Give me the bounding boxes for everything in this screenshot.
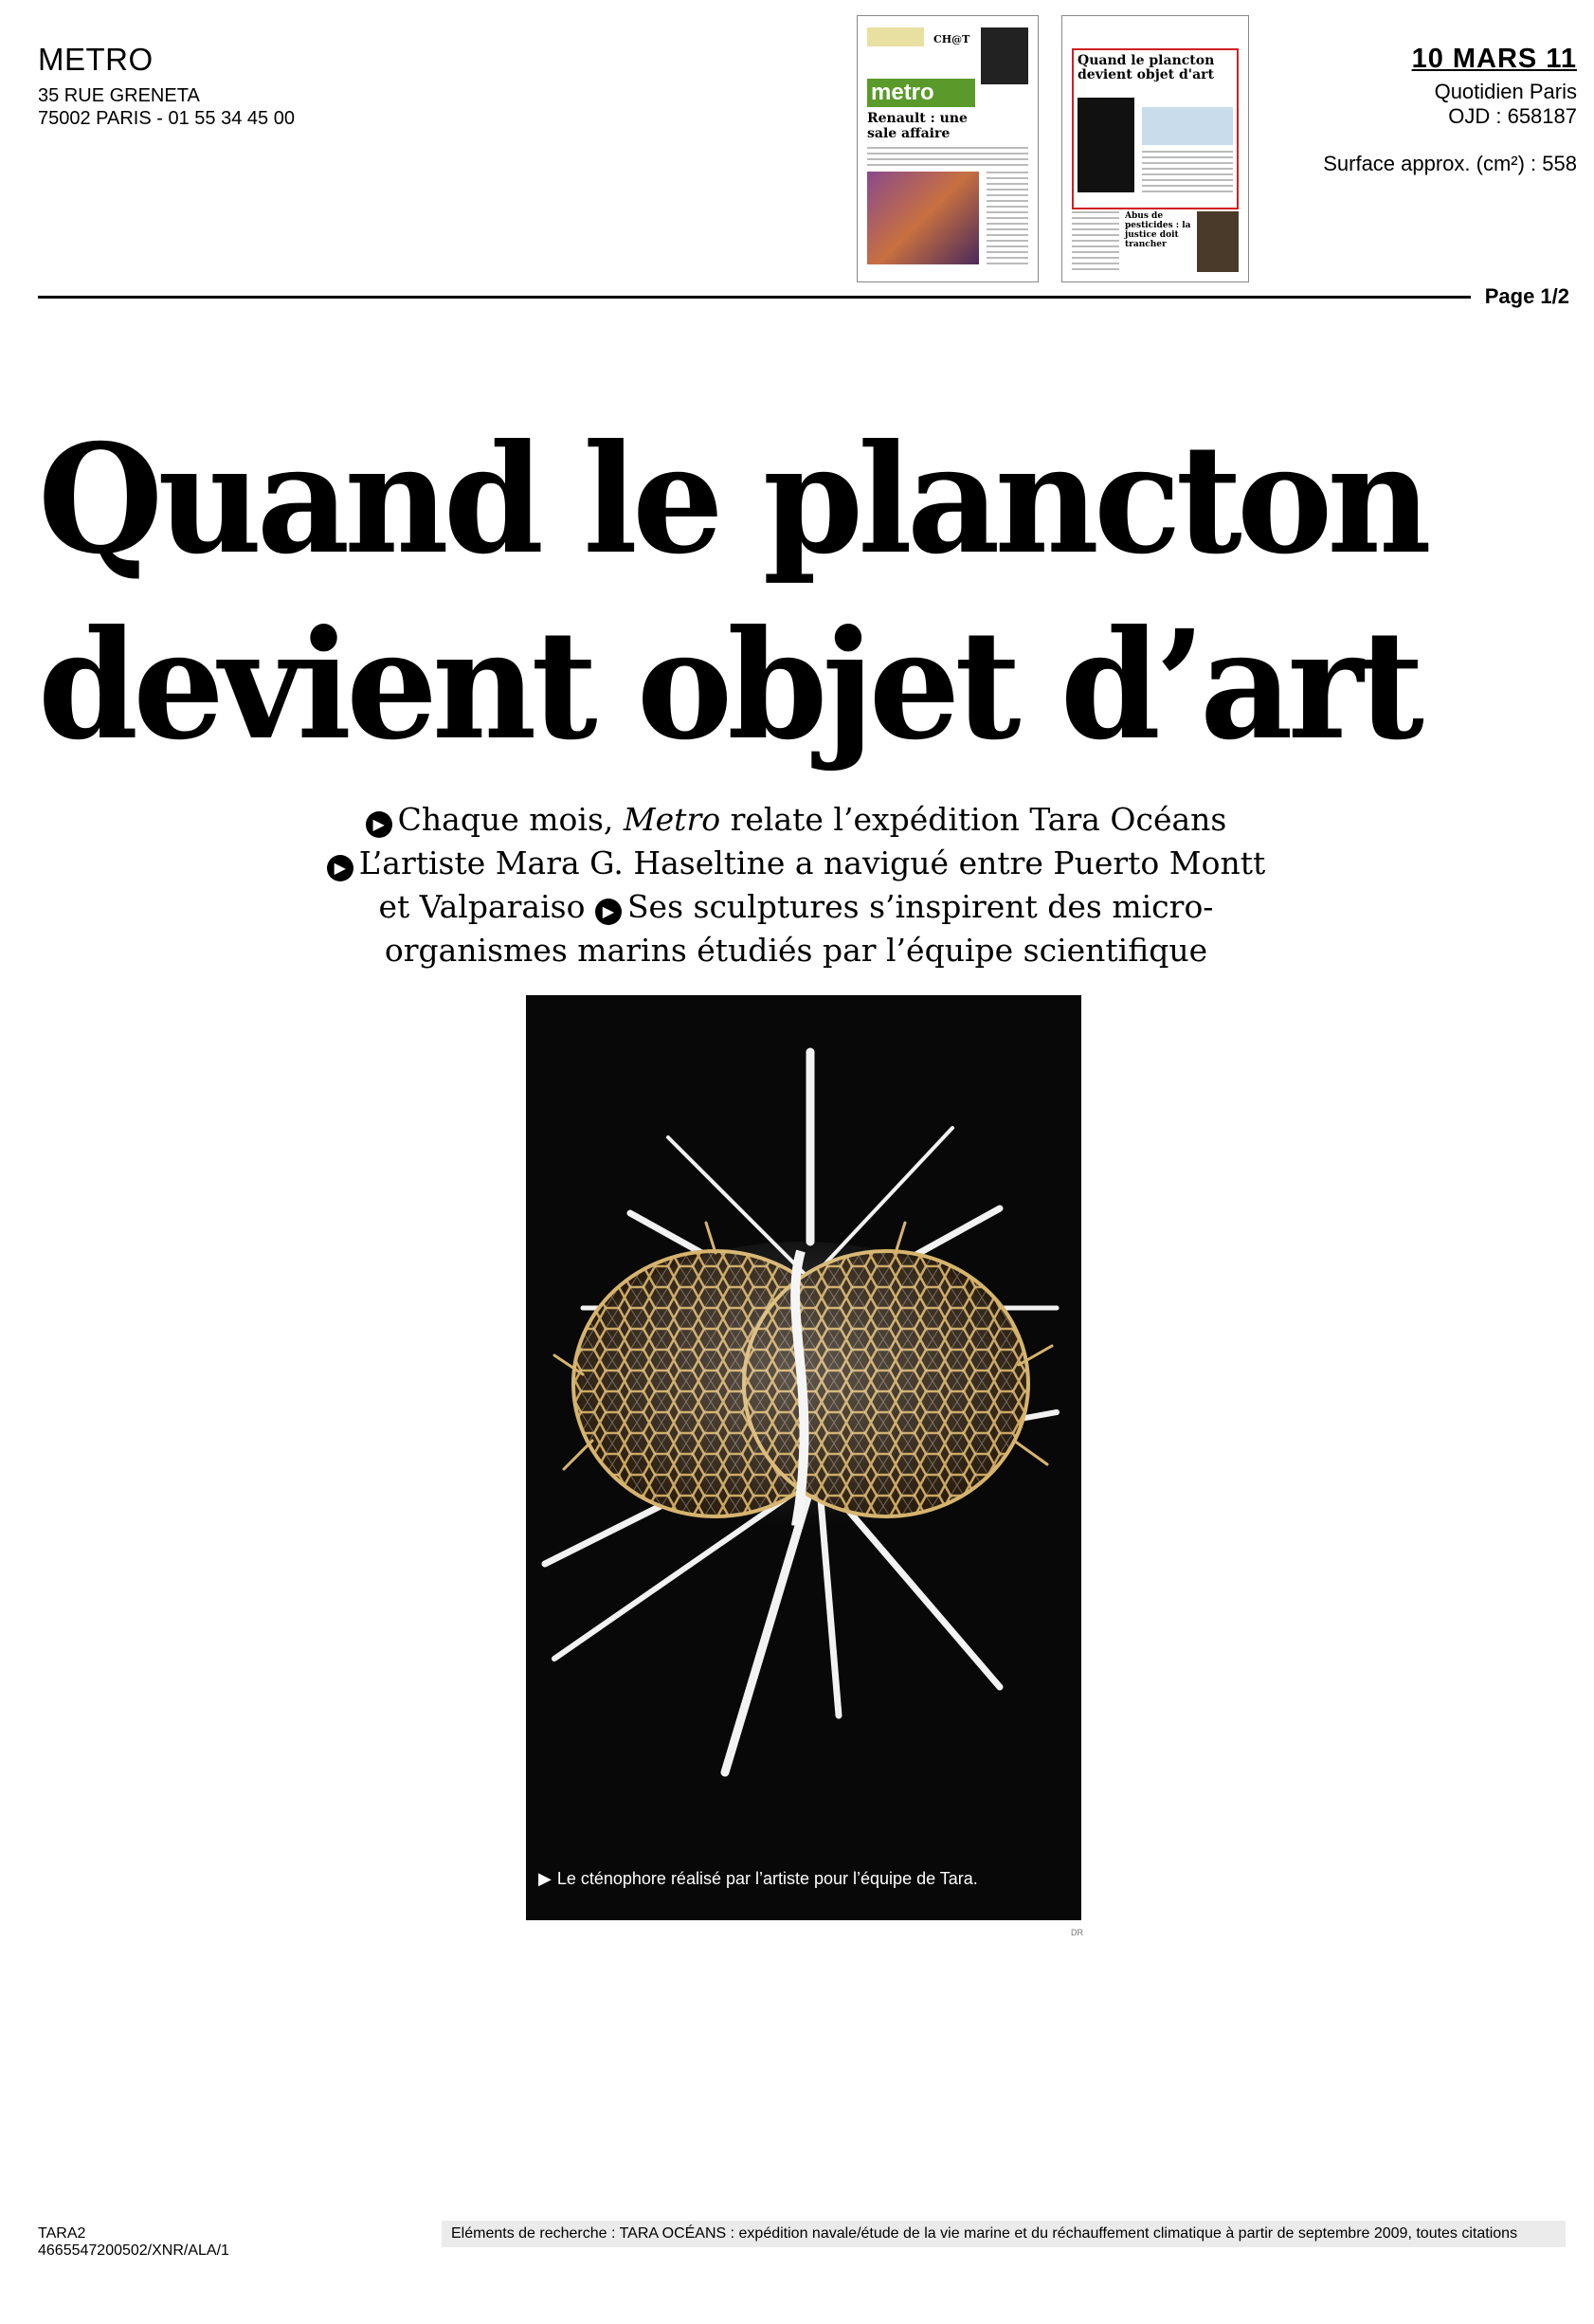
thumb-map-image: [1142, 107, 1233, 145]
article-deck: [322, 798, 1270, 972]
ctenophore-sculpture-illustration: [526, 995, 1081, 1920]
play-circle-icon: ▶: [366, 811, 392, 838]
thumb-article-text: [1142, 151, 1233, 192]
publication-name: METRO: [38, 42, 154, 77]
headline-line-1: Quand le plancton: [38, 412, 1426, 588]
thumb-cover-photo: [867, 172, 979, 264]
thumb-text-block: [867, 147, 1028, 168]
thumb-article-photo: [1078, 98, 1134, 192]
thumb-bottom-text: [1072, 211, 1119, 272]
photo-caption: [538, 1869, 978, 1889]
deck-item-1-metro: Metro: [623, 801, 721, 838]
page-number: Page 1/2: [1484, 284, 1569, 308]
thumb-sub-headline: Abus de pesticides : la justice doit trancher: [1125, 211, 1191, 249]
deck-item-1-post: relate l’expédition Tara Océans: [720, 801, 1227, 838]
surface-area: Surface approx. (cm²) : 558: [1323, 152, 1577, 175]
thumb-chat-label: CH@T: [933, 33, 970, 45]
thumb-side-column: [987, 172, 1028, 264]
reference-code: TARA2: [38, 2225, 86, 2242]
deck-item-2: L’artiste Mara G. Haseltine a navigué entre Puerto Montt et Valparaiso: [358, 844, 1266, 925]
front-page-thumbnail[interactable]: [857, 15, 1039, 282]
thumb-masthead: metro: [867, 79, 975, 107]
issue-date: 10 MARS 11: [1411, 44, 1577, 74]
reference-number: 4665547200502/XNR/ALA/1: [38, 2242, 229, 2259]
address-phone-line: 75002 PARIS - 01 55 34 45 00: [38, 108, 295, 129]
address-line: 35 RUE GRENETA: [38, 85, 200, 106]
headline-line-2: devient objet d’art: [38, 598, 1420, 773]
sculpture-photo: [526, 995, 1081, 1920]
deck-item-3: Ses sculptures s’inspirent des micro-organismes marins étudiés par l’équipe scientifique: [384, 888, 1214, 969]
thumb-portrait-image: [981, 27, 1028, 84]
article-headline: [38, 408, 1583, 779]
photo-caption-text: Le cténophore réalisé par l’artiste pour l’équipe de Tara.: [556, 1869, 978, 1888]
search-elements-note: Eléments de recherche : TARA OCÉANS : expédition navale/étude de la vie marine et du réchauffement climatique à partir de septembre 2009, toutes citations: [442, 2221, 1566, 2247]
play-circle-icon: ▶: [327, 855, 353, 881]
header-rule: [38, 296, 1471, 299]
deck-item-1-pre: Chaque mois,: [397, 801, 624, 838]
article-page-thumbnail[interactable]: [1061, 15, 1249, 282]
play-circle-icon: ▶: [595, 899, 622, 925]
thumb-bottom-photo: [1197, 211, 1239, 272]
photo-credit: DR: [1071, 1928, 1083, 1937]
thumb-front-headline: Renault : une sale affaire: [867, 111, 968, 141]
thumb-promo-block: [867, 27, 924, 46]
triangle-right-icon: ▶: [538, 1869, 552, 1888]
publication-frequency: Quotidien Paris: [1434, 80, 1577, 103]
circulation-ojd: OJD : 658187: [1448, 104, 1577, 128]
thumb-article-headline: Quand le plancton devient objet d'art: [1078, 53, 1215, 82]
